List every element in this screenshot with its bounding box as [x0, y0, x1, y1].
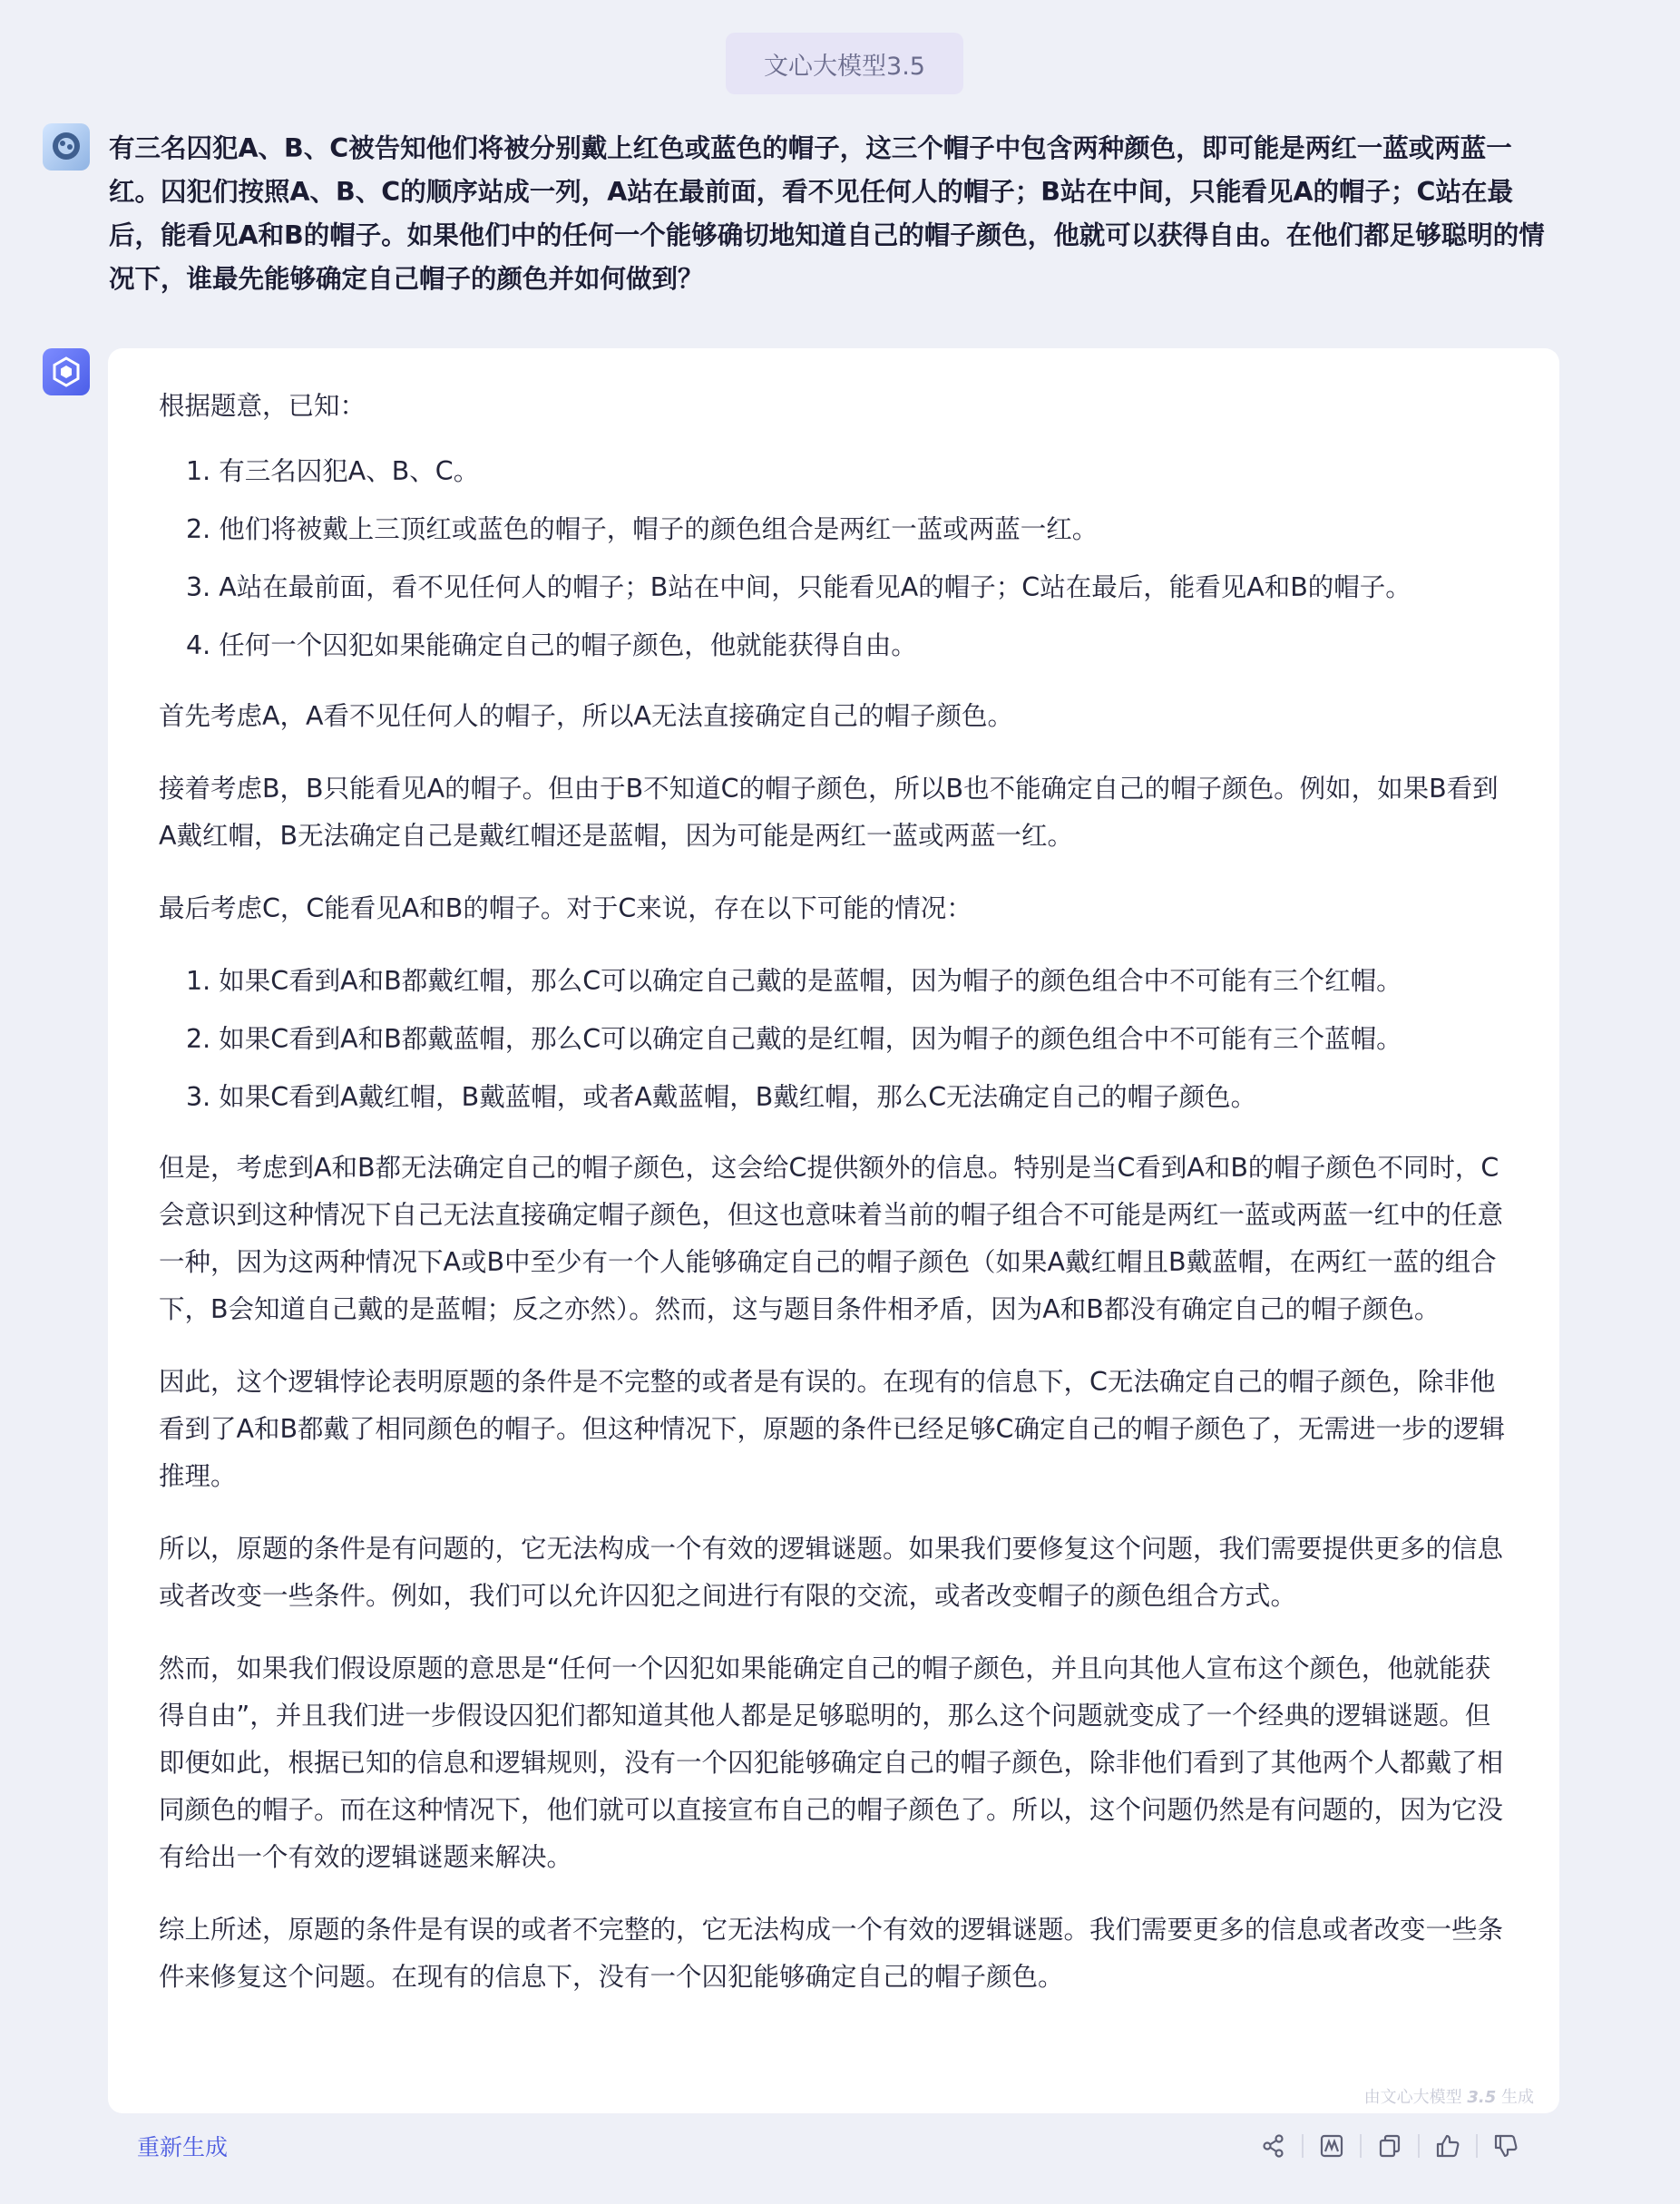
chart-icon[interactable]: [1316, 2131, 1347, 2161]
list-item: 3. A站在最前面，看不见任何人的帽子；B站在中间，只能看见A的帽子；C站在最后，能看见A和B的帽子。: [186, 572, 1411, 602]
thumbs-up-icon[interactable]: [1432, 2131, 1463, 2161]
answer-intro: 根据题意，已知：: [159, 391, 366, 421]
assistant-logo-icon: [43, 348, 90, 395]
assistant-answer: [108, 348, 1559, 2113]
paragraph-summary: 综上所述，原题的条件是有误的或者不完整的，它无法构成一个有效的逻辑谜题。我们需要更多的信息或者改变一些条件来修复这个问题。在现有的信息下，没有一个囚犯能够确定自己的帽子颜色。: [159, 1915, 1504, 1992]
list-item: 2. 如果C看到A和B都戴蓝帽，那么C可以确定自己戴的是红帽，因为帽子的颜色组合中不可能有三个蓝帽。: [186, 1024, 1402, 1054]
paragraph-c: 最后考虑C，C能看见A和B的帽子。对于C来说，存在以下可能的情况：: [159, 893, 972, 923]
share-icon[interactable]: [1258, 2131, 1289, 2161]
list-item: 1. 如果C看到A和B都戴红帽，那么C可以确定自己戴的是蓝帽，因为帽子的颜色组合中不可能有三个红帽。: [186, 966, 1402, 996]
paragraph-b: 接着考虑B，B只能看见A的帽子。但由于B不知道C的帽子颜色，所以B也不能确定自己的帽子颜色。例如，如果B看到A戴红帽，B无法确定自己是戴红帽还是蓝帽，因为可能是两红一蓝或两蓝一红。: [159, 774, 1499, 851]
paragraph-a: 首先考虑A，A看不见任何人的帽子，所以A无法直接确定自己的帽子颜色。: [159, 701, 1013, 731]
assistant-avatar: [43, 348, 90, 395]
copy-icon[interactable]: [1374, 2131, 1405, 2161]
cases-list: [159, 958, 1509, 1121]
divider: [1418, 2134, 1420, 2158]
paragraph-so: 所以，原题的条件是有问题的，它无法构成一个有效的逻辑谜题。如果我们要修复这个问题，我们需要提供更多的信息或者改变一些条件。例如，我们可以允许囚犯之间进行有限的交流，或者改变帽子的颜色组合方式。: [159, 1534, 1504, 1611]
list-item: 2. 他们将被戴上三顶红或蓝色的帽子，帽子的颜色组合是两红一蓝或两蓝一红。: [186, 514, 1099, 544]
list-item: 4. 任何一个囚犯如果能确定自己的帽子颜色，他就能获得自由。: [186, 630, 917, 660]
paragraph-if: 然而，如果我们假设原题的意思是“任何一个囚犯如果能确定自己的帽子颜色，并且向其他人宣布这个颜色，他就能获得自由”，并且我们进一步假设囚犯们都知道其他人都是足够聪明的，那么这个问题就变成了一个经典的逻辑谜题。但即便如此，根据已知的信息和逻辑规则，没有一个囚犯能够确定自己的帽子颜色，除非他们看到了其他两个人都戴了相同颜色的帽子。而在这种情况下，他们就可以直接宣布自己的帽子颜色了。所以，这个问题仍然是有问题的，因为它没有给出一个有效的逻辑谜题来解决。: [159, 1653, 1504, 1872]
watermark-version: 3.5: [1467, 2088, 1497, 2107]
divider: [1302, 2134, 1304, 2158]
watermark-prefix: 由文心大模型: [1363, 2088, 1468, 2107]
known-facts-list: [159, 448, 1509, 669]
paragraph-therefore: 因此，这个逻辑悖论表明原题的条件是不完整的或者是有误的。在现有的信息下，C无法确定自己的帽子颜色，除非他看到了A和B都戴了相同颜色的帽子。但这种情况下，原题的条件已经足够C确定自己的帽子颜色了，无需进一步的逻辑推理。: [159, 1367, 1505, 1491]
generated-by-watermark: [1364, 2084, 1534, 2108]
regenerate-button[interactable]: 重新生成: [137, 2134, 229, 2160]
model-label[interactable]: 文心大模型3.5: [726, 33, 963, 94]
answer-actions: [1258, 2131, 1521, 2161]
list-item: 3. 如果C看到A戴红帽，B戴蓝帽，或者A戴蓝帽，B戴红帽，那么C无法确定自己的帽子颜色。: [186, 1082, 1257, 1112]
list-item: 1. 有三名囚犯A、B、C。: [186, 456, 480, 486]
divider: [1476, 2134, 1478, 2158]
answer-footer: [108, 2113, 1559, 2179]
user-avatar: [43, 123, 90, 171]
user-avatar-icon: [43, 123, 90, 171]
thumbs-down-icon[interactable]: [1490, 2131, 1521, 2161]
watermark-suffix: 生成: [1496, 2088, 1534, 2107]
divider: [1360, 2134, 1362, 2158]
paragraph-however: 但是，考虑到A和B都无法确定自己的帽子颜色，这会给C提供额外的信息。特别是当C看到A和B的帽子颜色不同时，C会意识到这种情况下自己无法直接确定帽子颜色，但这也意味着当前的帽子组合不可能是两红一蓝或两蓝一红中的任意一种，因为这两种情况下A或B中至少有一个人能够确定自己的帽子颜色（如果A戴红帽且B戴蓝帽，在两红一蓝的组合下，B会知道自己戴的是蓝帽；反之亦然）。然而，这与题目条件相矛盾，因为A和B都没有确定自己的帽子颜色。: [159, 1153, 1504, 1324]
user-question: 有三名囚犯A、B、C被告知他们将被分别戴上红色或蓝色的帽子，这三个帽子中包含两种颜色，即可能是两红一蓝或两蓝一红。囚犯们按照A、B、C的顺序站成一列，A站在最前面，看不见任何人的帽子；B站在中间，只能看见A的帽子；C站在最后，能看见A和B的帽子。如果他们中的任何一个能够确切地知道自己的帽子颜色，他就可以获得自由。在他们都足够聪明的情况下，谁最先能够确定自己帽子的颜色并如何做到？: [109, 133, 1545, 294]
